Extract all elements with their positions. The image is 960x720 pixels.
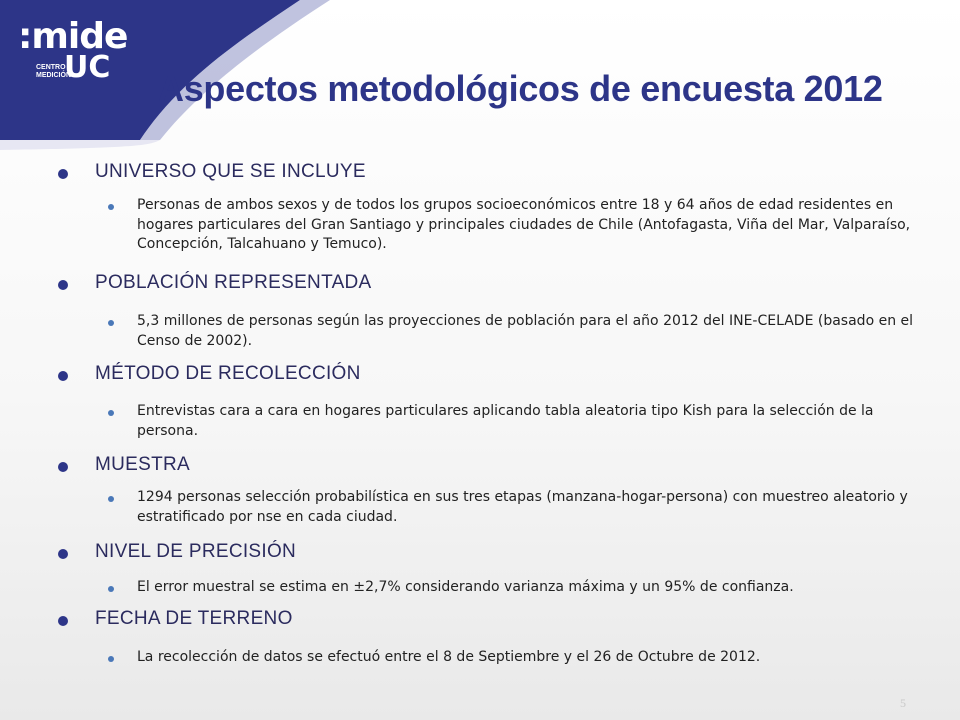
page-title: Aspectos metodológicos de encuesta 2012 (158, 68, 883, 109)
logo-centro-medicion: CENTRO MEDICIÓN (36, 64, 71, 79)
item-text: La recolección de datos se efectuó entre el 8 de Septiembre y el 26 de Octubre de 2012. (137, 649, 761, 665)
item-text: 1294 personas selección probabilística en sus tres etapas (manzana-hogar-persona) con muestreo aleatorio y estratificado por nse en cada ciudad. (137, 489, 908, 525)
logo-uc-text: UC (64, 50, 111, 85)
bullet-icon (58, 462, 68, 472)
logo-mide-text: :mide (18, 16, 128, 57)
item-text: El error muestral se estima en ±2,7% considerando varianza máxima y un 95% de confianza. (137, 579, 794, 595)
bullet-icon (58, 616, 68, 626)
sub-bullet-icon (108, 586, 114, 592)
section-heading: FECHA DE TERRENO (95, 608, 293, 629)
section-heading: UNIVERSO QUE SE INCLUYE (95, 161, 366, 182)
item-text: Entrevistas cara a cara en hogares particulares aplicando tabla aleatoria tipo Kish para la selección de la persona. (137, 403, 874, 439)
section-heading: POBLACIÓN REPRESENTADA (95, 272, 372, 293)
sub-bullet-icon (108, 410, 114, 416)
section-heading: MÉTODO DE RECOLECCIÓN (95, 363, 361, 384)
bullet-icon (58, 169, 68, 179)
sub-bullet-icon (108, 204, 114, 210)
item-text: 5,3 millones de personas según las proyecciones de población para el año 2012 del INE-CELADE (basado en el Censo de 2002). (137, 313, 914, 349)
sub-bullet-icon (108, 320, 114, 326)
section-heading: MUESTRA (95, 454, 190, 475)
page-number: 5 (900, 696, 906, 710)
bullet-icon (58, 549, 68, 559)
sub-bullet-icon (108, 496, 114, 502)
bullet-icon (58, 280, 68, 290)
sub-bullet-icon (108, 656, 114, 662)
section-heading: NIVEL DE PRECISIÓN (95, 541, 297, 562)
bullet-icon (58, 371, 68, 381)
item-text: Personas de ambos sexos y de todos los grupos socioeconómicos entre 18 y 64 años de edad residentes en hogares particulares del Gran Santiago y principales ciudades de Chile (Antofagasta, Viña del Mar, Valparaíso, Concepción, Talcahuano y Temuco). (137, 197, 911, 252)
